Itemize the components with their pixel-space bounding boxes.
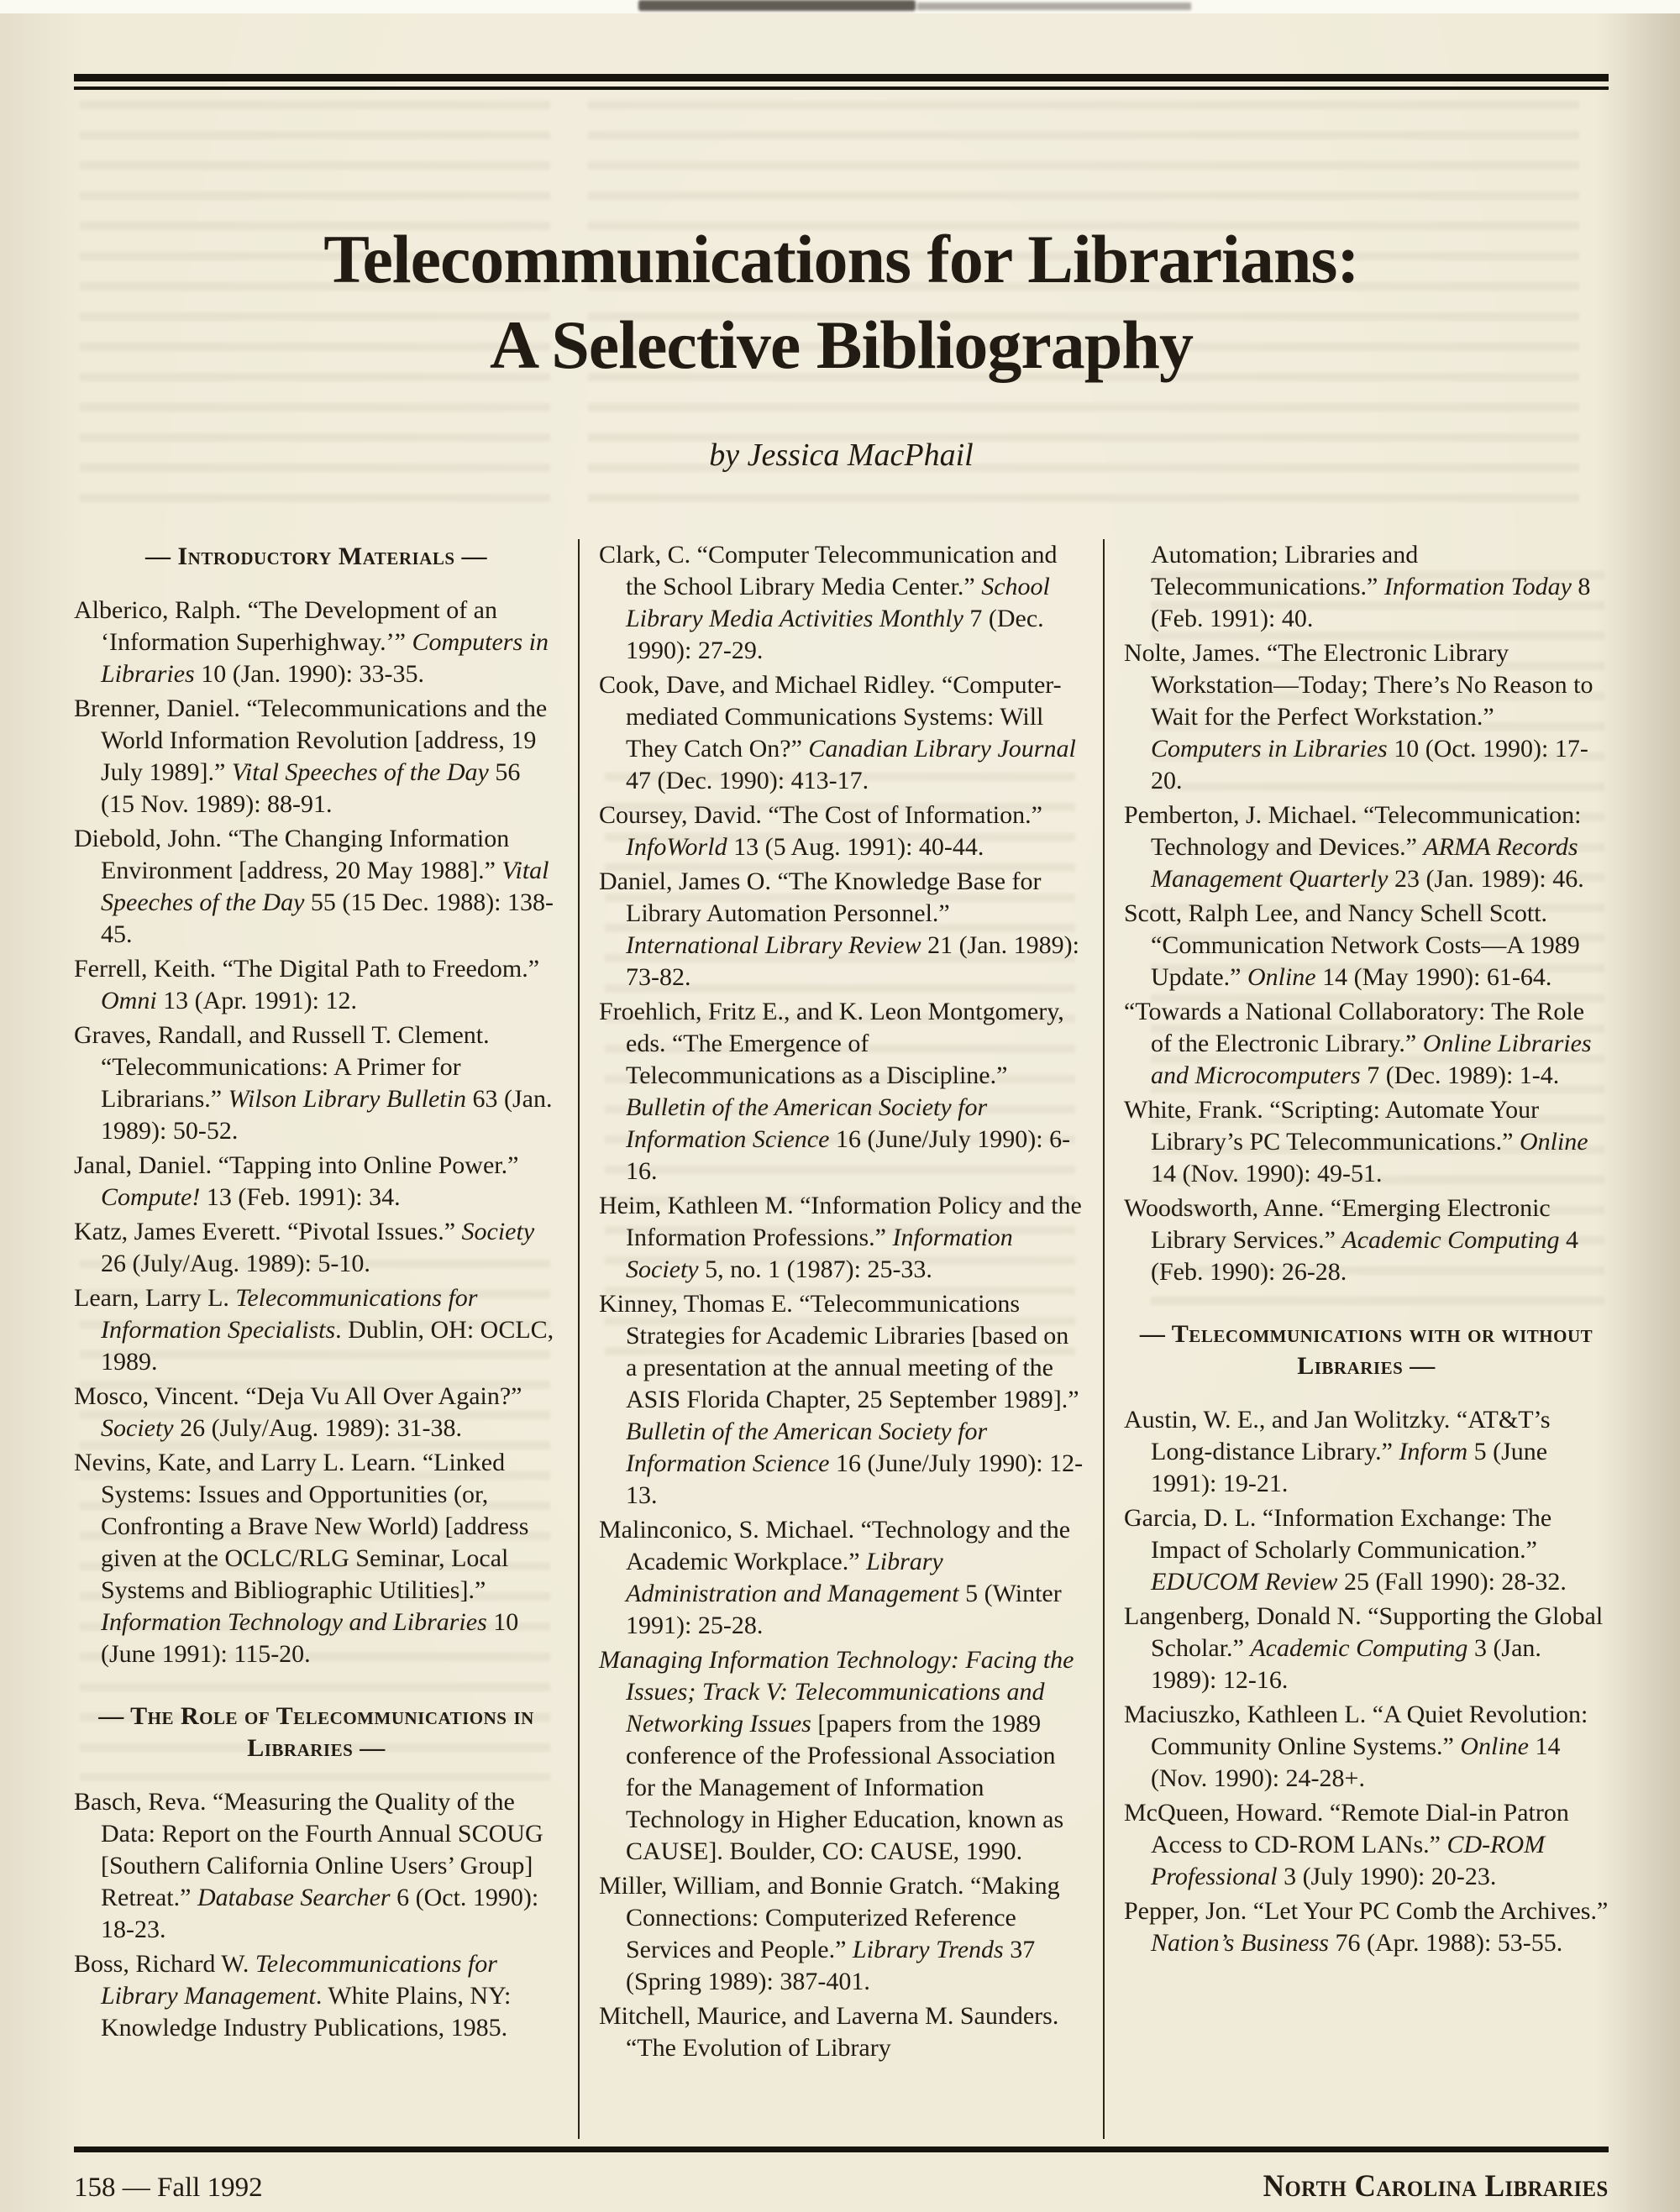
article-title-line1: Telecommunications for Librarians: — [323, 221, 1359, 297]
section-heading: — Telecommunications with or without Libraries — — [1139, 1320, 1593, 1380]
bibliography-entry — [74, 1786, 559, 1946]
entry-text: 26 (July/Aug. 1989): 31-38. — [173, 1414, 462, 1442]
entry-text: Langenberg, Donald N. “Supporting the Global Scholar.” — [1124, 1602, 1604, 1662]
bibliography-entry — [599, 996, 1084, 1187]
page-footer — [74, 2168, 1609, 2204]
bibliography-entry — [1124, 637, 1609, 797]
entry-text: Brenner, Daniel. “Telecommunications and the World Information Revolution [address, 19 July 1989].” — [74, 695, 548, 786]
journal-title: Computers in Libraries — [101, 628, 549, 688]
rule-bar — [74, 86, 1609, 90]
entry-text: Diebold, John. “The Changing Information Environment [address, 20 May 1988].” — [74, 825, 510, 884]
journal-title: Online — [1460, 1732, 1529, 1760]
entry-text: Basch, Reva. “Measuring the Quality of the Data: Report on the Fourth Annual SCOUG [Southern California Online Users’ Group] Retreat.” — [74, 1788, 543, 1911]
entry-text: 5 (June 1991): 19-21. — [1151, 1438, 1548, 1497]
entry-text: Nolte, James. “The Electronic Library Workstation—Today; There’s No Reason to Wait for the Perfect Workstation.” — [1124, 639, 1593, 731]
journal-title: Library Administration and Management — [626, 1548, 959, 1607]
entry-text: Woodsworth, Anne. “Emerging Electronic Library Services.” — [1124, 1194, 1551, 1254]
bibliography-entry — [599, 799, 1084, 863]
journal-title: Vital Speeches of the Day — [101, 857, 549, 916]
column-3 — [1124, 539, 1609, 2139]
entry-text: Austin, W. E., and Jan Wolitzky. “AT&T’s Long-distance Library.” — [1124, 1406, 1551, 1465]
journal-title: Managing Information Technology: Facing the Issues; Track V: Telecommunications and Networking Issues — [599, 1646, 1074, 1738]
bibliography-entry — [599, 1288, 1084, 1512]
bibliography-entry — [74, 1381, 559, 1444]
section-heading: — Introductory Materials — — [144, 543, 488, 570]
column-2 — [599, 539, 1084, 2139]
entry-text: 3 (July 1990): 20-23. — [1277, 1863, 1497, 1890]
article-title — [74, 217, 1609, 388]
column-divider — [578, 539, 580, 2139]
journal-title: Computers in Libraries — [1151, 735, 1388, 763]
journal-title: International Library Review — [626, 931, 921, 959]
bibliography-entry — [74, 1948, 559, 2044]
bibliography-entry — [599, 2000, 1084, 2064]
bibliography-entry — [599, 1644, 1084, 1868]
bibliography-entry — [599, 669, 1084, 797]
entry-text: 16 (June/July 1990): 12-13. — [626, 1449, 1084, 1509]
entry-text: 5, no. 1 (1987): 25-33. — [698, 1255, 932, 1283]
bibliography-entry — [74, 1282, 559, 1378]
entry-text: 14 (Nov. 1990): 24-28+. — [1151, 1732, 1561, 1792]
entry-text: 47 (Dec. 1990): 413-17. — [626, 767, 869, 794]
bibliography-entry — [74, 1447, 559, 1670]
entry-text: McQueen, Howard. “Remote Dial-in Patron Access to CD-ROM LANs.” — [1124, 1799, 1569, 1858]
entry-text: 21 (Jan. 1989): 73-82. — [626, 931, 1079, 991]
entry-text: 14 (Nov. 1990): 49-51. — [1151, 1160, 1383, 1187]
entry-text: Nevins, Kate, and Larry L. Learn. “Linked Systems: Issues and Opportunities (or, Confronting a Brave New World) [address given at the OCLC/RLG Seminar, Local Systems and Bibliographic Utilities].” — [74, 1449, 529, 1604]
entry-text: Daniel, James O. “The Knowledge Base for Library Automation Personnel.” — [599, 868, 1042, 927]
bibliography-entry — [599, 539, 1084, 667]
bibliography-entry — [74, 595, 559, 690]
entry-text: 23 (Jan. 1989): 46. — [1388, 865, 1584, 893]
entry-text: 13 (Apr. 1991): 12. — [156, 987, 357, 1014]
entry-text: Heim, Kathleen M. “Information Policy and the Information Professions.” — [599, 1192, 1082, 1251]
entry-text: Mitchell, Maurice, and Laverna M. Saunders. “The Evolution of Library — [599, 2002, 1059, 2062]
journal-title: Telecommunications for Library Management — [101, 1950, 497, 2010]
byline: by Jessica MacPhail — [709, 438, 974, 473]
journal-title: Bulletin of the American Society for Information Science — [626, 1093, 988, 1153]
journal-title: Information Today — [1383, 573, 1572, 600]
entry-text: 4 (Feb. 1990): 26-28. — [1151, 1226, 1579, 1286]
entry-text: Miller, William, and Bonnie Gratch. “Making Connections: Computerized Reference Services and People.” — [599, 1872, 1060, 1963]
entry-text: 63 (Jan. 1989): 50-52. — [101, 1085, 553, 1145]
bibliography-entry — [1124, 1192, 1609, 1288]
journal-title: ARMA Records Management Quarterly — [1151, 833, 1578, 893]
bibliography-entry — [74, 953, 559, 1017]
entry-text: Maciuszko, Kathleen L. “A Quiet Revolution: Community Online Systems.” — [1124, 1701, 1588, 1760]
entry-text: 7 (Dec. 1989): 1-4. — [1360, 1061, 1560, 1089]
bottom-rule — [74, 2146, 1609, 2152]
journal-title: InfoWorld — [626, 833, 727, 861]
journal-title: Database Searcher — [197, 1884, 391, 1911]
entry-text: “Towards a National Collaboratory: The Role of the Electronic Library.” — [1124, 998, 1585, 1057]
bibliography-entry — [1124, 898, 1609, 993]
bibliography-entry — [1124, 1094, 1609, 1190]
entry-text: Ferrell, Keith. “The Digital Path to Freedom.” — [74, 955, 540, 983]
journal-title: Online Libraries and Microcomputers — [1151, 1030, 1592, 1089]
entry-text: Scott, Ralph Lee, and Nancy Schell Scott. “Communication Network Costs—A 1989 Update.” — [1124, 899, 1580, 991]
entry-text: . Dublin, OH: OCLC, 1989. — [101, 1316, 554, 1376]
entry-text: Alberico, Ralph. “The Development of an ‘Information Superhighway.’” — [74, 596, 497, 656]
bibliography-entry — [74, 1150, 559, 1213]
entry-text: 26 (July/Aug. 1989): 5-10. — [101, 1250, 370, 1277]
journal-title: Compute! — [101, 1183, 201, 1211]
bibliography-entry — [1124, 1404, 1609, 1500]
entry-text: Malinconico, S. Michael. “Technology and the Academic Workplace.” — [599, 1516, 1071, 1575]
bibliography-entry — [74, 1020, 559, 1147]
bibliography-entry — [599, 1514, 1084, 1642]
entry-text: Froehlich, Fritz E., and K. Leon Montgomery, eds. “The Emergence of Telecommunications as a Discipline.” — [599, 998, 1064, 1089]
entry-text: Cook, Dave, and Michael Ridley. “Computer-mediated Communications Systems: Will They Catch On?” — [599, 671, 1062, 763]
bibliography-entry — [1124, 1797, 1609, 1893]
bibliography-entry — [1124, 1699, 1609, 1795]
bibliography-entry — [599, 866, 1084, 993]
bibliography-entry — [74, 1216, 559, 1280]
journal-title: Society — [461, 1218, 535, 1245]
entry-text: 25 (Fall 1990): 28-32. — [1337, 1568, 1567, 1596]
article-title-line2: A Selective Bibliography — [490, 307, 1193, 383]
bibliography-entry — [74, 823, 559, 951]
journal-title: Library Trends — [852, 1936, 1004, 1963]
entry-text: Boss, Richard W. — [74, 1950, 255, 1978]
entry-text: 3 (Jan. 1989): 12-16. — [1151, 1634, 1541, 1694]
journal-title: Inform — [1399, 1438, 1468, 1465]
entry-text: Pemberton, J. Michael. “Telecommunication: Technology and Devices.” — [1124, 801, 1582, 861]
bibliography-entry — [74, 693, 559, 820]
journal-title: Wilson Library Bulletin — [228, 1085, 466, 1113]
journal-title: Telecommunications for Information Specialists — [101, 1284, 478, 1344]
journal-title: Omni — [101, 987, 157, 1014]
entry-text: 10 (Jan. 1990): 33-35. — [194, 660, 424, 688]
bibliography-entry — [599, 1870, 1084, 1998]
rule-bar — [74, 74, 1609, 81]
journal-title: School Library Media Activities Monthly — [626, 573, 1050, 632]
entry-text: 55 (15 Dec. 1988): 138-45. — [101, 888, 554, 948]
entry-text: 10 (June 1991): 115-20. — [101, 1608, 519, 1668]
page-number-issue: 158 — Fall 1992 — [74, 2173, 263, 2203]
scan-artifact — [638, 0, 916, 11]
entry-text: 5 (Winter 1991): 25-28. — [626, 1580, 1062, 1639]
journal-title: Society — [101, 1414, 174, 1442]
column-divider — [1103, 539, 1105, 2139]
entry-text: 13 (5 Aug. 1991): 40-44. — [727, 833, 984, 861]
entry-text: 16 (June/July 1990): 6-16. — [626, 1125, 1071, 1185]
entry-text: Graves, Randall, and Russell T. Clement. “Telecommunications: A Primer for Librarians.” — [74, 1021, 490, 1113]
entry-text: Learn, Larry L. — [74, 1284, 236, 1312]
entry-text: 56 (15 Nov. 1989): 88-91. — [101, 758, 521, 818]
journal-title: Bulletin of the American Society for Information Science — [626, 1418, 988, 1477]
bibliography-entry — [1124, 799, 1609, 895]
entry-text: Garcia, D. L. “Information Exchange: The Impact of Scholarly Communication.” — [1124, 1504, 1552, 1564]
journal-title: Academic Computing — [1250, 1634, 1468, 1662]
entry-text: 76 (Apr. 1988): 53-55. — [1328, 1929, 1563, 1957]
entry-text: White, Frank. “Scripting: Automate Your Library’s PC Telecommunications.” — [1124, 1096, 1540, 1156]
entry-text: 37 (Spring 1989): 387-401. — [626, 1936, 1036, 1995]
top-double-rule — [74, 74, 1609, 90]
entry-text: Katz, James Everett. “Pivotal Issues.” — [74, 1218, 462, 1245]
journal-logotype: North Carolina Libraries — [1263, 2169, 1609, 2204]
entry-text: [papers from the 1989 conference of the Professional Association for the Management of Information Technology in Higher Education, known as CAUSE]. Boulder, CO: CAUSE, 1990. — [626, 1710, 1064, 1865]
journal-title: Vital Speeches of the Day — [231, 758, 489, 786]
journal-title: Online — [1519, 1128, 1588, 1156]
bibliography-entry — [599, 1190, 1084, 1286]
bibliography-columns — [74, 539, 1609, 2139]
bibliography-entry — [1124, 1502, 1609, 1598]
entry-text: Janal, Daniel. “Tapping into Online Power.” — [74, 1151, 519, 1179]
entry-text: Clark, C. “Computer Telecommunication and the School Library Media Center.” — [599, 541, 1058, 600]
entry-text: 8 (Feb. 1991): 40. — [1151, 573, 1591, 632]
bibliography-entry — [1124, 1601, 1609, 1696]
journal-title: EDUCOM Review — [1151, 1568, 1338, 1596]
journal-title: Canadian Library Journal — [808, 735, 1076, 763]
bibliography-entry — [1124, 1895, 1609, 1959]
journal-title: Nation’s Business — [1151, 1929, 1329, 1957]
entry-text: 13 (Feb. 1991): 34. — [200, 1183, 401, 1211]
entry-text: . White Plains, NY: Knowledge Industry Publications, 1985. — [101, 1982, 512, 2042]
entry-text: Pepper, Jon. “Let Your PC Comb the Archives.” — [1124, 1897, 1609, 1925]
journal-title: Information Technology and Libraries — [101, 1608, 487, 1636]
column-1 — [74, 539, 559, 2139]
entry-text: 14 (May 1990): 61-64. — [1315, 963, 1552, 991]
entry-text: 7 (Dec. 1990): 27-29. — [626, 605, 1044, 664]
entry-text: 10 (Oct. 1990): 17-20. — [1151, 735, 1588, 794]
entry-text: Coursey, David. “The Cost of Information.” — [599, 801, 1042, 829]
entry-text: Kinney, Thomas E. “Telecommunications Strategies for Academic Libraries [based on a presentation at the annual meeting of the ASIS Florida Chapter, 25 September 1989].” — [599, 1290, 1079, 1413]
bibliography-entry — [1124, 539, 1609, 635]
journal-title: Academic Computing — [1341, 1226, 1560, 1254]
journal-title: Information Society — [626, 1224, 1013, 1283]
journal-title: CD-ROM Professional — [1151, 1831, 1546, 1890]
bibliography-entry — [1124, 996, 1609, 1092]
entry-text: Automation; Libraries and Telecommunications.” — [1151, 541, 1419, 600]
section-heading: — The Role of Telecommunications in Libraries — — [98, 1702, 534, 1762]
entry-text: 6 (Oct. 1990): 18-23. — [101, 1884, 539, 1943]
entry-text: Mosco, Vincent. “Deja Vu All Over Again?” — [74, 1382, 522, 1410]
journal-title: Online — [1247, 963, 1316, 991]
